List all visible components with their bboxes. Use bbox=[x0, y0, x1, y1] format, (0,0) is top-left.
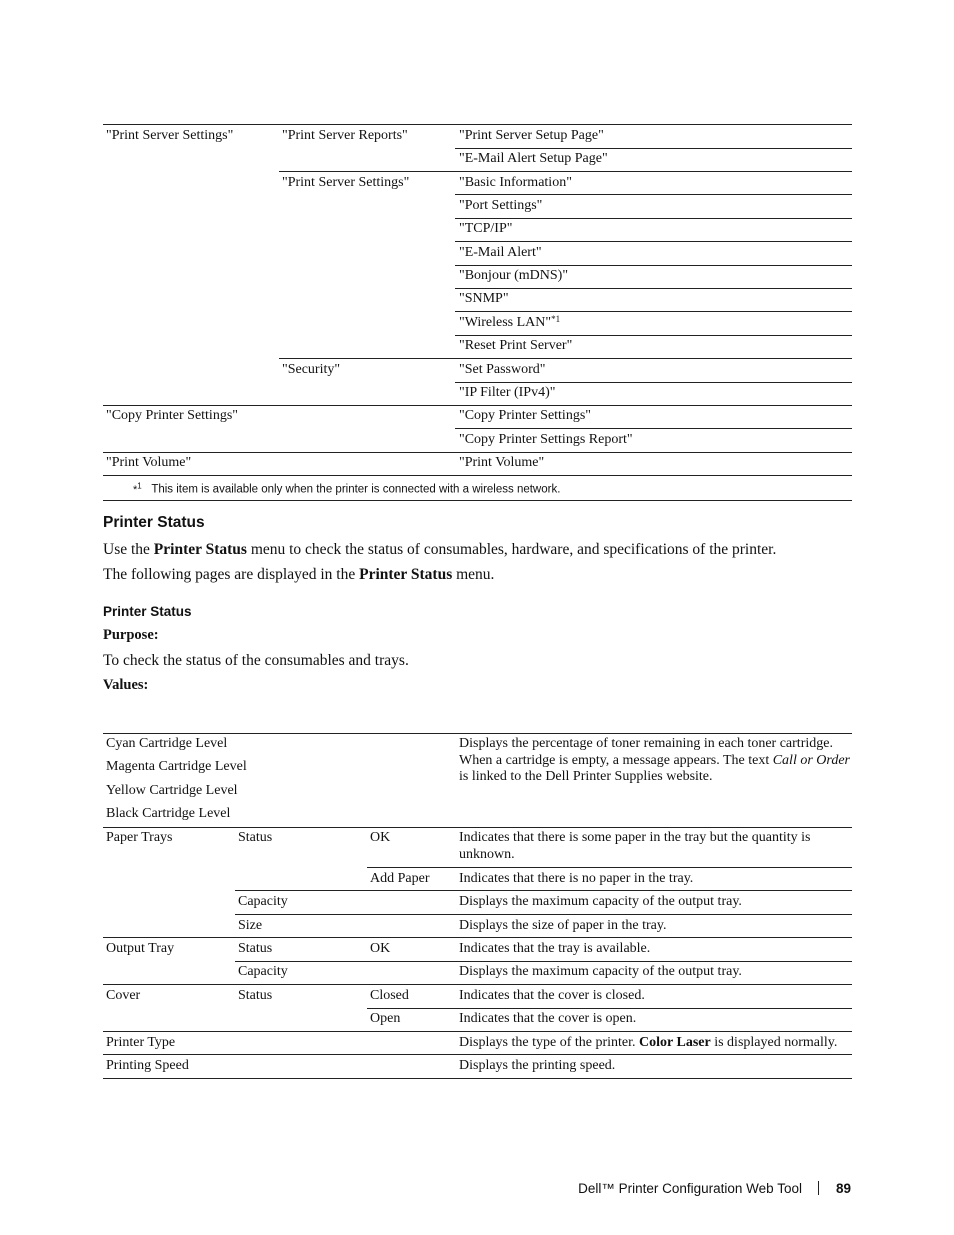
rule bbox=[103, 733, 852, 734]
row-description: Displays the type of the printer. Color Laser is displayed normally. bbox=[459, 1035, 838, 1050]
footer-divider bbox=[818, 1181, 819, 1195]
rule bbox=[103, 452, 852, 453]
row-description: Displays the size of paper in the tray. bbox=[459, 918, 667, 933]
rule bbox=[367, 867, 852, 868]
page-footer bbox=[578, 1181, 851, 1196]
table-cell bbox=[459, 315, 560, 331]
row-description: Indicates that there is no paper in the tray. bbox=[459, 871, 694, 886]
table-cell: "Basic Information" bbox=[459, 175, 572, 190]
row-description: Indicates that the tray is available. bbox=[459, 941, 651, 956]
rule bbox=[235, 961, 852, 962]
values-table bbox=[103, 733, 852, 1079]
table-cell: "Print Volume" bbox=[459, 455, 545, 470]
section-heading: Printer Status bbox=[103, 514, 205, 531]
row-label: OK bbox=[370, 830, 391, 845]
row-label: Output Tray bbox=[106, 941, 175, 956]
footnote bbox=[133, 481, 560, 496]
rule bbox=[103, 475, 852, 476]
rule bbox=[455, 265, 852, 266]
rule bbox=[455, 382, 852, 383]
table-cell: "Print Volume" bbox=[106, 455, 192, 470]
table-cell: "Copy Printer Settings" bbox=[459, 408, 591, 423]
table-cell: "Set Password" bbox=[459, 362, 546, 377]
row-label: Size bbox=[238, 918, 263, 933]
rule bbox=[103, 1031, 852, 1032]
row-label: Cover bbox=[106, 988, 141, 1003]
row-label: Closed bbox=[370, 988, 409, 1003]
table-cell: "IP Filter (IPv4)" bbox=[459, 385, 556, 400]
table-cell: "Port Settings" bbox=[459, 198, 543, 213]
rule bbox=[455, 428, 852, 429]
row-description: Indicates that the cover is closed. bbox=[459, 988, 645, 1003]
row-label: Status bbox=[238, 830, 273, 845]
values-label: Values: bbox=[103, 677, 149, 693]
paragraph: The following pages are displayed in the Printer Status menu. bbox=[103, 566, 495, 583]
row-label: Status bbox=[238, 941, 273, 956]
rule bbox=[103, 1078, 852, 1079]
footnote-mark: *$^1$ bbox=[133, 481, 142, 496]
rule bbox=[103, 1054, 852, 1055]
rule bbox=[103, 827, 852, 828]
purpose-label: Purpose: bbox=[103, 627, 159, 643]
table-cell: "E-Mail Alert Setup Page" bbox=[459, 151, 608, 166]
row-label: Add Paper bbox=[370, 871, 430, 886]
rule bbox=[455, 194, 852, 195]
row-label: Capacity bbox=[238, 894, 288, 909]
rule bbox=[455, 148, 852, 149]
row-description: Displays the printing speed. bbox=[459, 1058, 616, 1073]
footnote-text: This item is available only when the printer is connected with a wireless network. bbox=[151, 483, 561, 496]
rule bbox=[455, 335, 852, 336]
row-description: Displays the maximum capacity of the output tray. bbox=[459, 894, 742, 909]
table-cell: "Print Server Reports" bbox=[282, 128, 408, 143]
rule bbox=[367, 1008, 852, 1009]
purpose-text: To check the status of the consumables and trays. bbox=[103, 652, 409, 669]
table-cell: "Reset Print Server" bbox=[459, 338, 573, 353]
row-label: Printer Type bbox=[106, 1035, 176, 1050]
rule bbox=[103, 124, 852, 125]
rule bbox=[103, 500, 852, 501]
row-label: Black Cartridge Level bbox=[106, 806, 231, 821]
row-label: Open bbox=[370, 1011, 401, 1026]
row-description: Indicates that the cover is open. bbox=[459, 1011, 637, 1026]
row-description: Indicates that there is some paper in the tray but the quantity is unknown. bbox=[459, 830, 811, 862]
table-cell: "Copy Printer Settings Report" bbox=[459, 432, 633, 447]
rule bbox=[103, 937, 852, 938]
row-label: Status bbox=[238, 988, 273, 1003]
table-cell: "SNMP" bbox=[459, 291, 509, 306]
table-cell: "Bonjour (mDNS)" bbox=[459, 268, 569, 283]
row-label: Printing Speed bbox=[106, 1058, 189, 1073]
rule bbox=[455, 288, 852, 289]
row-label: Capacity bbox=[238, 964, 288, 979]
row-description: Displays the percentage of toner remaining in each toner cartridge. When a cartridge is empty, a message appears. The text Call or Order is linked to the Dell Printer Supplies website. bbox=[459, 736, 850, 784]
footnote-ref: *1 bbox=[551, 314, 561, 324]
paragraph: Use the Printer Status menu to check the status of consumables, hardware, and specifications of the printer. bbox=[103, 541, 777, 558]
cell-text: "Wireless LAN" bbox=[459, 315, 552, 330]
rule bbox=[103, 405, 852, 406]
table-cell: "Print Server Settings" bbox=[106, 128, 234, 143]
subsection-heading: Printer Status bbox=[103, 604, 192, 619]
table-cell: "Print Server Settings" bbox=[282, 175, 410, 190]
rule bbox=[103, 984, 852, 985]
table-cell: "TCP/IP" bbox=[459, 221, 513, 236]
row-label: Magenta Cartridge Level bbox=[106, 759, 247, 774]
table-cell: "E-Mail Alert" bbox=[459, 245, 542, 260]
footer-title: Dell™ Printer Configuration Web Tool bbox=[578, 1181, 802, 1196]
row-label: Paper Trays bbox=[106, 830, 173, 845]
table-cell: "Copy Printer Settings" bbox=[106, 408, 238, 423]
row-description: Displays the maximum capacity of the output tray. bbox=[459, 964, 742, 979]
row-label: Yellow Cartridge Level bbox=[106, 783, 238, 798]
rule bbox=[455, 241, 852, 242]
rule bbox=[235, 890, 852, 891]
rule bbox=[235, 914, 852, 915]
rule bbox=[455, 311, 852, 312]
page-number: 89 bbox=[835, 1181, 851, 1196]
rule bbox=[279, 171, 852, 172]
table-cell: "Print Server Setup Page" bbox=[459, 128, 604, 143]
row-label: Cyan Cartridge Level bbox=[106, 736, 228, 751]
rule bbox=[279, 358, 852, 359]
table-cell: "Security" bbox=[282, 362, 341, 377]
row-label: OK bbox=[370, 941, 391, 956]
rule bbox=[455, 218, 852, 219]
